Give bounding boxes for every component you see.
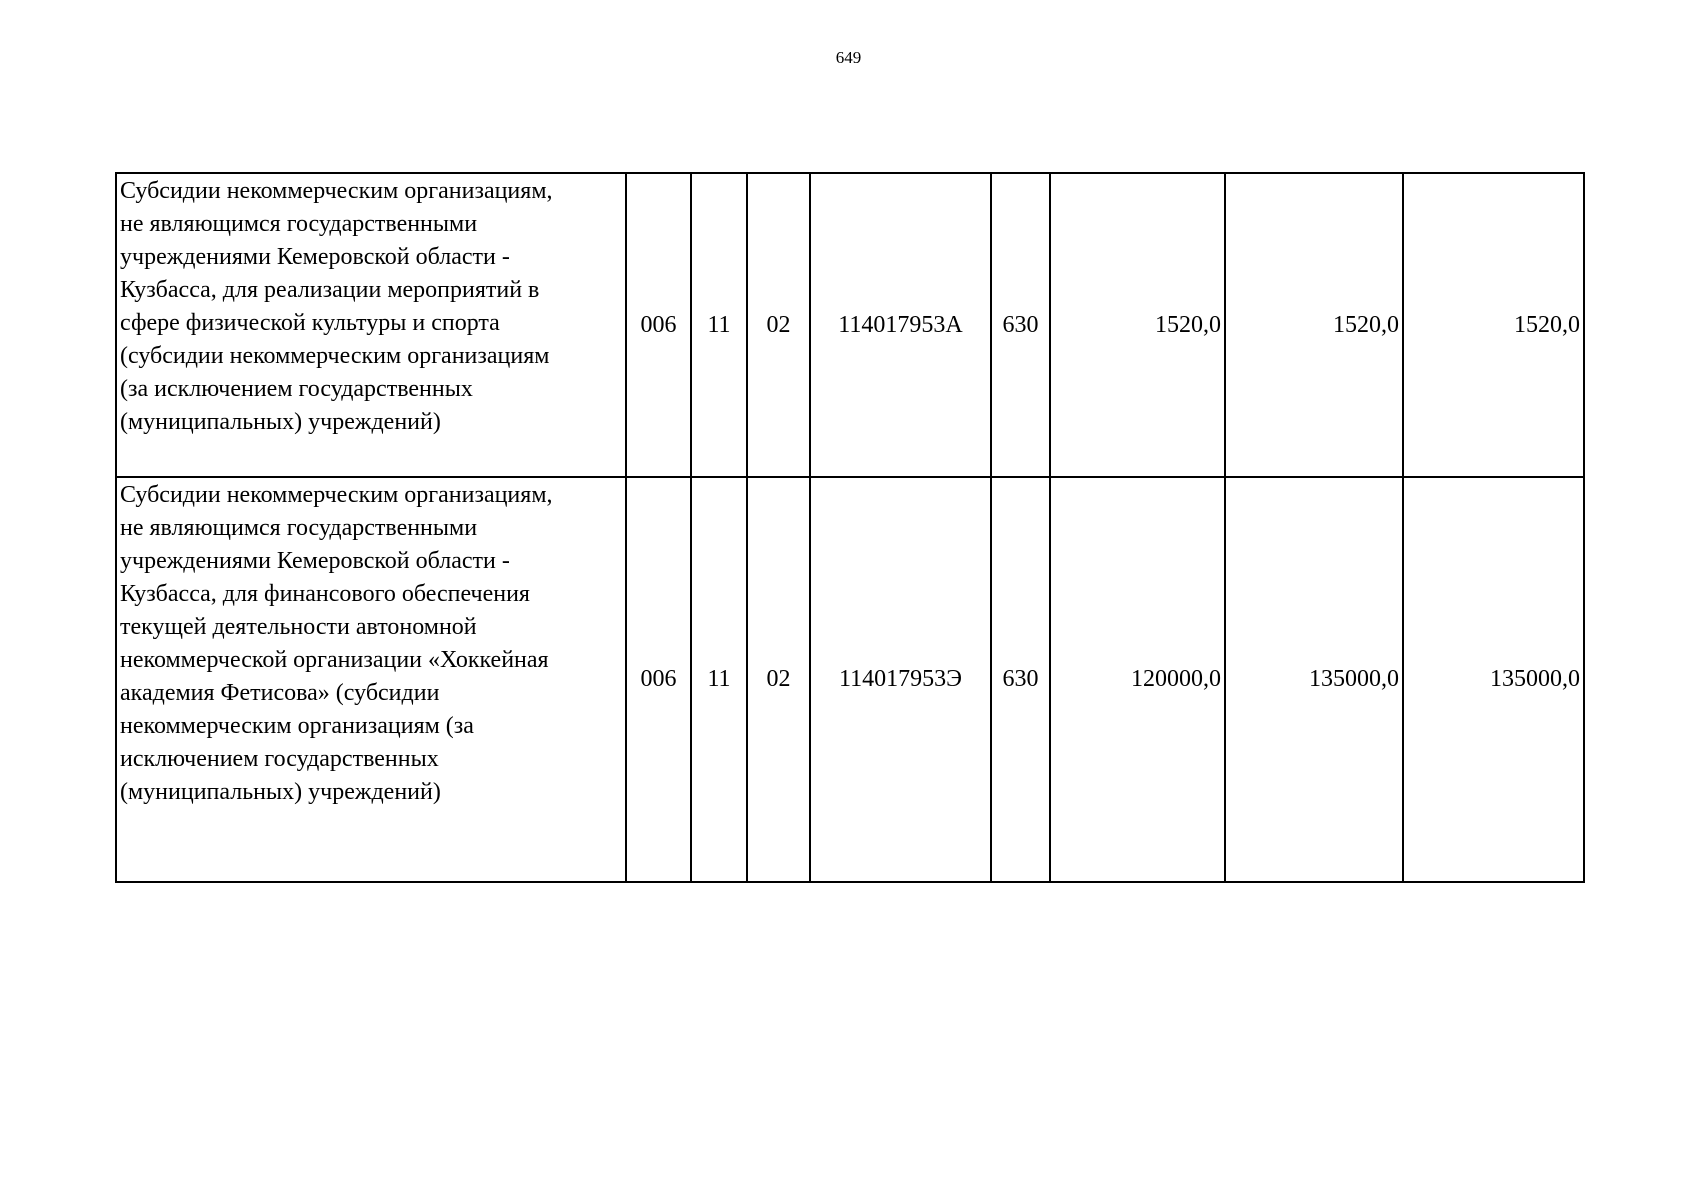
description-line: учреждениями Кемеровской области - (120, 244, 510, 270)
amount-cell-1: 120000,0 (1050, 477, 1225, 882)
page-number: 649 (835, 48, 862, 67)
amount-cell-1: 1520,0 (1050, 173, 1225, 477)
target-article-cell: 114017953Э (810, 477, 991, 882)
amount-cell-3: 1520,0 (1403, 173, 1584, 477)
expense-type-cell: 630 (991, 173, 1050, 477)
description-line: некоммерческим организациям (за (120, 713, 474, 739)
budget-table (115, 172, 1585, 883)
description-line: некоммерческой организации «Хоккейная (120, 647, 549, 673)
description-line: (муниципальных) учреждений) (120, 409, 441, 435)
subsection-code-cell: 02 (747, 477, 810, 882)
description-line: (за исключением государственных (120, 376, 473, 402)
table-row (116, 173, 1584, 477)
ministry-code-cell: 006 (626, 477, 691, 882)
description-line: Кузбасса, для финансового обеспечения (120, 581, 530, 607)
description-line: сфере физической культуры и спорта (120, 310, 500, 336)
section-code-cell: 11 (691, 477, 747, 882)
table-row (116, 477, 1584, 882)
description-line: учреждениями Кемеровской области - (120, 548, 510, 574)
description-line: исключением государственных (120, 746, 439, 772)
description-line: Субсидии некоммерческим организациям, (120, 482, 553, 508)
description-line: (субсидии некоммерческим организациям (120, 343, 550, 369)
subsection-code-cell: 02 (747, 173, 810, 477)
amount-cell-2: 135000,0 (1225, 477, 1403, 882)
description-cell (116, 173, 626, 477)
description-line: не являющимся государственными (120, 515, 478, 541)
expense-type-cell: 630 (991, 477, 1050, 882)
amount-cell-2: 1520,0 (1225, 173, 1403, 477)
amount-cell-3: 135000,0 (1403, 477, 1584, 882)
description-line: Субсидии некоммерческим организациям, (120, 178, 553, 204)
target-article-cell: 114017953А (810, 173, 991, 477)
description-line: академия Фетисова» (субсидии (120, 680, 440, 706)
description-line: (муниципальных) учреждений) (120, 779, 441, 805)
description-line: Кузбасса, для реализации мероприятий в (120, 277, 540, 303)
ministry-code-cell: 006 (626, 173, 691, 477)
description-line: не являющимся государственными (120, 211, 478, 237)
section-code-cell: 11 (691, 173, 747, 477)
description-cell (116, 477, 626, 882)
description-line: текущей деятельности автономной (120, 614, 477, 640)
